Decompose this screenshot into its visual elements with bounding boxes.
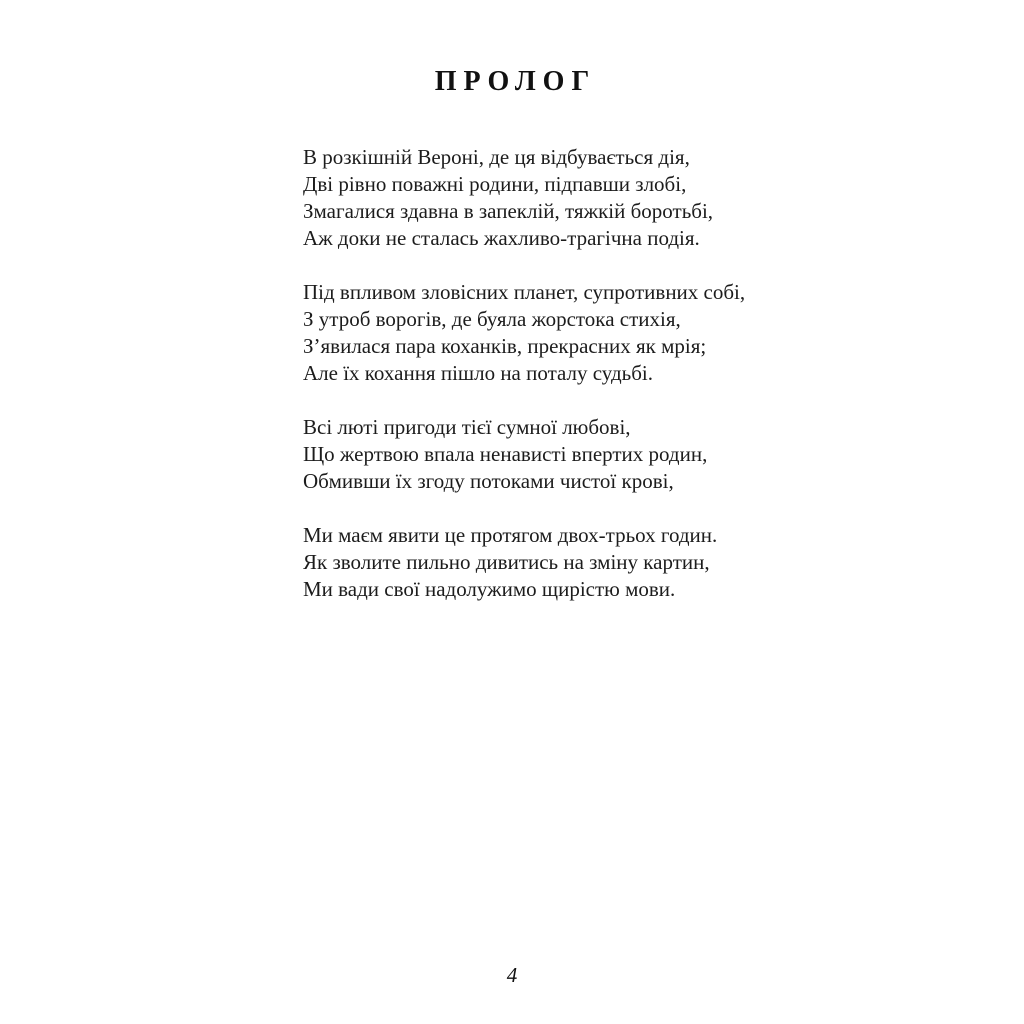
poem-line: Під впливом зловісних планет, супротивних собі, (303, 280, 746, 304)
poem-line: Дві рівно поважні родини, підпавши злобі, (303, 172, 687, 196)
stanza-1 (303, 144, 745, 252)
stanza-4 (303, 522, 745, 603)
poem-line: Обмивши їх згоду потоками чистої крові, (303, 469, 674, 493)
poem-line: Що жертвою впала ненависті впертих родин, (303, 442, 708, 466)
poem-line: З утроб ворогів, де буяла жорстока стихія, (303, 307, 681, 331)
poem-line: Змагалися здавна в запеклій, тяжкій боротьбі, (303, 199, 714, 223)
page-number: 4 (506, 963, 518, 987)
poem (303, 144, 745, 630)
poem-line: Як зволите пильно дивитись на зміну картин, (303, 550, 710, 574)
poem-line: Ми маєм явити це протягом двох-трьох годин. (303, 523, 718, 547)
poem-line: Аж доки не сталась жахливо-трагічна подія. (303, 226, 700, 250)
poem-line: В розкішній Вероні, де ця відбувається дія, (303, 145, 690, 169)
stanza-2 (303, 279, 745, 387)
poem-line: Але їх кохання пішло на поталу судьбі. (303, 361, 654, 385)
page-title: ПРОЛОГ (434, 66, 597, 97)
poem-line: Ми вади свої надолужимо щирістю мови. (303, 577, 676, 601)
poem-line: З’явилася пара коханків, прекрасних як мрія; (303, 334, 707, 358)
poem-line: Всі люті пригоди тієї сумної любові, (303, 415, 631, 439)
stanza-3 (303, 414, 745, 495)
